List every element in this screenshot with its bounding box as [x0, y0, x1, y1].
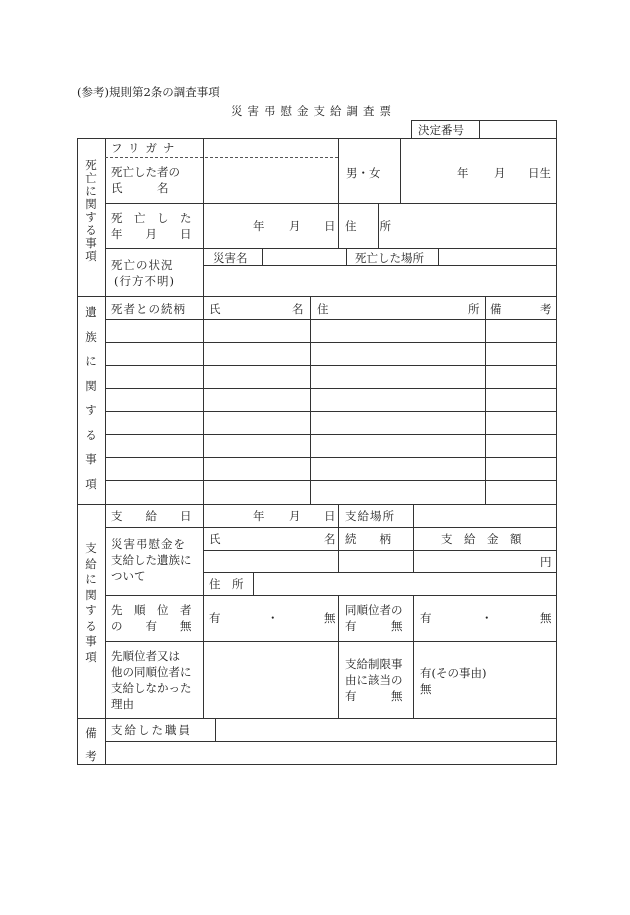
restriction-label-2: 由に該当の — [345, 673, 403, 687]
priority-dot: ・ — [267, 611, 279, 625]
death-day: 日 — [324, 219, 336, 233]
recipient-label-3: ついて — [111, 569, 146, 583]
form-title: 災害弔慰金支給調査票 — [231, 104, 396, 118]
decision-number-label: 決定番号 — [418, 123, 464, 137]
recipient-name-1: 氏 — [209, 532, 221, 546]
staff-label: 支給した職員 — [111, 723, 192, 737]
priority-yes[interactable]: 有 — [209, 611, 221, 625]
deceased-name-label: 死亡した者の — [111, 165, 180, 179]
col-remarks-2: 考 — [540, 302, 552, 316]
col-name-2: 名 — [292, 302, 304, 316]
pay-year: 年 — [253, 509, 265, 523]
col-address-2: 所 — [468, 302, 480, 316]
sex-options[interactable]: 男・女 — [346, 166, 381, 180]
death-year: 年 — [253, 219, 265, 233]
priority-label: 先 順 位 者 — [111, 603, 192, 617]
restriction-label-3: 有 無 — [345, 689, 403, 703]
death-date-label-2: 年 月 日 — [111, 227, 192, 241]
reason-label-2: 他の同順位者に — [111, 665, 192, 679]
disaster-name-label: 災害名 — [213, 251, 248, 265]
birth-year: 年 — [457, 166, 469, 180]
restriction-label: 支給制限事 — [345, 657, 403, 671]
recipient-label-2: 支給した遺族に — [111, 553, 192, 567]
death-section-label: 死亡に関する事項 — [85, 158, 97, 263]
reason-label-4: 理由 — [111, 697, 134, 711]
same-priority-no[interactable]: 無 — [540, 611, 552, 625]
family-section-label: 遺 族 に 関 す る 事 項 — [85, 305, 97, 491]
payment-place-label: 支給場所 — [345, 509, 395, 523]
deceased-name-label-2: 氏 名 — [111, 181, 169, 195]
same-priority-dot: ・ — [481, 611, 493, 625]
pay-month: 月 — [289, 509, 301, 523]
same-priority-yes[interactable]: 有 — [420, 611, 432, 625]
remarks-section-label: 備考 — [85, 726, 97, 763]
same-priority-label-2: 有 無 — [345, 619, 403, 633]
reason-label-3: 支給しなかった — [111, 681, 192, 695]
death-status-label-2: (行方不明) — [114, 274, 175, 288]
col-relation: 死者との続柄 — [111, 302, 186, 316]
reason-label: 先順位者又は — [111, 649, 180, 663]
death-status-label: 死亡の状況 — [111, 258, 174, 272]
reference-note: (参考)規則第2条の調査事項 — [77, 85, 220, 99]
recipient-name-2: 名 — [324, 532, 336, 546]
relation-label: 続 柄 — [345, 532, 391, 546]
birth-day: 日生 — [528, 166, 551, 180]
death-place-label: 死亡した場所 — [355, 251, 424, 265]
restriction-yes[interactable]: 有(その事由) — [420, 666, 487, 680]
col-name-1: 氏 — [209, 302, 221, 316]
furigana-label: フリガナ — [111, 141, 181, 155]
recipient-address-label: 住 所 — [209, 577, 244, 591]
recipient-label: 災害弔慰金を — [111, 537, 186, 551]
priority-label-2: の 有 無 — [111, 619, 192, 633]
col-address-1: 住 — [317, 302, 329, 316]
amount-label: 支 給 金 額 — [441, 532, 522, 546]
birth-month: 月 — [494, 166, 506, 180]
col-remarks-1: 備 — [490, 302, 502, 316]
payment-section-label: 支給に関する事項 — [85, 541, 97, 664]
payment-date-label: 支 給 日 — [111, 509, 192, 523]
priority-no[interactable]: 無 — [324, 611, 336, 625]
death-month: 月 — [289, 219, 301, 233]
address-label: 住 所 — [345, 219, 391, 233]
restriction-no[interactable]: 無 — [420, 682, 432, 696]
same-priority-label: 同順位者の — [345, 603, 403, 617]
pay-day: 日 — [324, 509, 336, 523]
yen-unit: 円 — [540, 555, 552, 569]
death-date-label: 死 亡 し た — [111, 211, 192, 225]
